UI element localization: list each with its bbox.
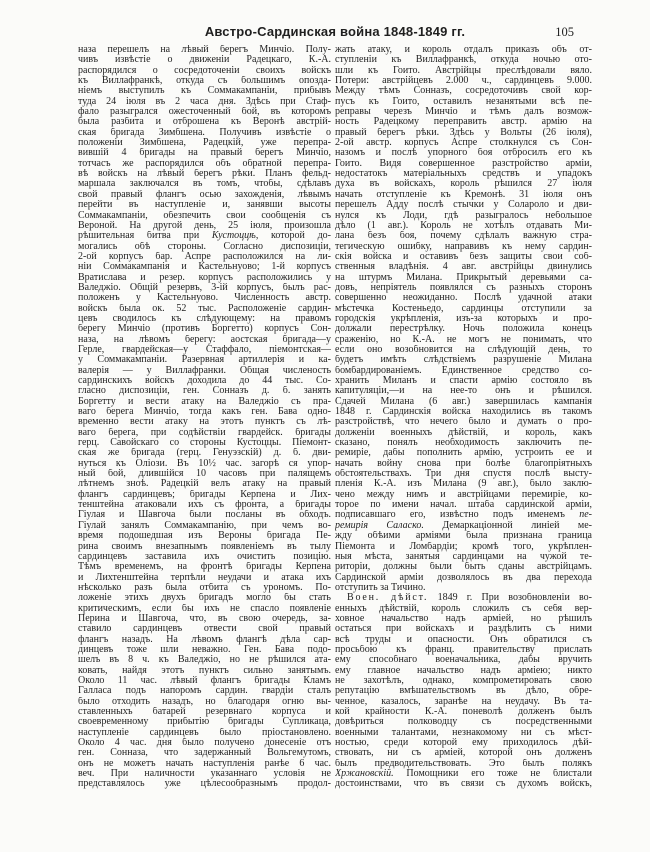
text-line: кой крайности К.-А. поневолѣ долженъ былъ [335,707,592,717]
text-line: ему главное начальство надъ арміею; никто [335,665,592,676]
text-line: Боргетту и вести атаку на Валеджіо съ пра- [78,396,331,407]
text-line: Герле, гвардейская—у Стаффало, піемонтская— [78,344,331,355]
text-line: положенъ у Кастельнуово. Численность австр. [78,293,331,304]
text-line: должали перестрѣлку. Ночь положила конецъ [335,324,592,335]
text-line: ныя мѣста, занятыя сардинцами на чужой те- [335,551,592,562]
text-line: совершенно неожиданно. Послѣ удачной атаки [335,293,592,304]
text-line: сказано, понялъ необходимость заключить пе- [335,438,592,449]
text-line: тегическую ошибку, направивъ къ нему сардин- [335,241,592,252]
text-line: сраженію, но К.-А. не могъ не понимать, что [335,334,592,345]
text-line: ставило сардинцевъ отвести свой правый [78,624,331,635]
text-line: довѣриться полководцу съ посредственными [335,717,592,728]
text-line: остаться при войскахъ и раздѣлить съ ними [335,624,592,635]
text-line: цевъ сводилось къ слѣдующему: на правомъ [78,313,331,324]
text-line: на штурмъ Милана. Прикрытый деревьями са- [335,272,592,283]
text-line: бомбардированіемъ. Единственное средство со- [335,365,592,376]
text-line: ваго берега, при содѣйствіи гвардейск. бригады [78,427,331,438]
text-line: военными талантами, незнакомому ни съ мѣст- [335,727,592,738]
text-line: вившій 4 бригады на правый берегъ Минчіо, [78,148,331,159]
text-line: могались обѣ стороны. Согласно диспозиціи, [78,241,331,252]
text-line: флангъ назадъ. На лѣвомъ флангѣ дѣла сар- [78,634,331,645]
text-line: Валеджіо. Общій резервъ, 3-ій корпусъ, былъ рас- [78,282,331,293]
text-line: временно вести атаку на этотъ пунктъ съ лѣ- [78,417,331,428]
text-line: ность Радецкому переправить австр. армію на [335,117,592,128]
text-line: ковать, найдя этотъ пунктъ сильно занятымъ. [78,665,331,676]
text-line: пленія К.-А. изъ Милана (9 авг.), было заклю- [335,479,592,490]
text-line: былъ предводительствовать. Это былъ полякъ [335,758,592,769]
text-line: торое по имени начал. штаба сардинской арміи, [335,500,592,511]
text-line: начать отступленіе къ Кремонѣ. 31 іюля онъ [335,189,592,200]
text-column-left [78,45,331,790]
text-line: жать атаку, и король отдалъ приказъ объ от- [335,45,592,55]
text-line: и Лихтенштейна терпѣли неудачи и атака ихъ [78,572,331,583]
text-line: критическимъ, если бы ихъ не спасло появленіе [78,603,331,614]
text-line: репутацію вмѣшательствомъ въ дѣло, обре- [335,686,592,697]
text-body [78,45,592,790]
text-line: флангъ сардинцевъ; бригады Керпена и Лих- [78,489,331,500]
text-line: долженіи военныхъ дѣйствій, и король, какъ [335,427,592,438]
text-line: ложеніе этихъ двухъ бригадъ могло бы стать [78,593,331,604]
text-line: Потери: австрійцевъ 2.000 ч., сардинцевъ 9.000. [335,76,592,87]
text-line: назомъ и послѣ упорного боя отбросилъ его къ [335,148,592,159]
text-line: веч. При наличности указаннаго условія не [78,769,331,780]
text-line: чивъ извѣстіе о движеніи Радецкаго, К.-А. [78,55,331,66]
text-line: просьбою къ франц. правительству прислать [335,644,592,655]
text-line: жду обѣими арміями была признана граница [335,531,592,542]
text-line: ская бригада Зимбшена. Получивъ извѣстіе о [78,127,331,138]
text-line: городскія укрѣпленія, изъ-за которыхъ и про- [335,313,592,324]
text-line: Вероной. На другой день, 25 іюля, произошла [78,220,331,231]
text-line: Около 11 час. лѣвый флангъ бригады Кламъ [78,675,331,686]
text-line: ремирія Саласко. Демаркаціонной линіей ме- [335,520,592,531]
text-line: представлялось уже цѣлесообразнымъ продол- [78,779,331,790]
text-line: ченное, казалось, заранѣе на неудачу. Въ та- [335,696,592,707]
page-number: 105 [555,25,574,39]
text-line: наступленіе сардинцевъ было пріостановлено. [78,727,331,738]
text-line: нѣсколько разъ была отбита съ урономъ. По- [78,582,331,593]
text-line: начать войну снова при болѣе благопріятныхъ [335,458,592,469]
text-line: 2-ой австр. корпусъ Аспре столкнулся съ Сон- [335,138,592,149]
text-line: ген. Сонназа, что задержанный Вольгемутомъ, [78,748,331,759]
text-line: свой правый флангъ осью захожденія, лѣвымъ [78,189,331,200]
text-line: время подошедшая изъ Вероны бригада Пе- [78,531,331,542]
text-line: достоинствами, что въ связи съ духомъ войскъ, [335,779,592,790]
text-line: Соммакампаніи, обезпечить свои сообщенія съ [78,210,331,221]
text-line: Около 4 час. дня было получено донесеніе отъ [78,738,331,749]
text-line: лѣтнемъ зноѣ. Радецкій велъ атаку на правый [78,479,331,490]
text-line: Вратислава и резер. корпусъ расположились у [78,272,331,283]
text-line: отступить за Тичино. [335,582,426,593]
text-line: своевременному прибытію бригады Супликаца, [78,717,331,728]
text-line: ствовать, ни съ арміей, которой онъ долженъ [335,748,592,759]
text-line: Гоито. Видя совершенное разстройство арміи, [335,158,592,169]
text-line: тотчасъ же распорядился объ обратной перепра- [78,158,331,169]
text-line: Между тѣмъ Сонназъ, сосредоточивъ свой кор- [335,86,592,97]
text-line: нуться къ Оліози. Въ 10½ час. загорѣ ся упор- [78,458,331,469]
text-line: ская же бригада (герц. Генуэзскій) д. б. дви- [78,448,331,459]
text-line: риторіи, должны были быть сданы австрійцамъ. [335,562,592,573]
text-line: гласно диспозиціи, ген. Сонназъ д. б. занять [78,386,331,397]
text-line: герц. Савойскаго со стороны Кустоццы. Піемонт- [78,438,331,449]
text-line: туда 24 іюля въ 2 часа дня. Здѣсь при Стаф- [78,96,331,107]
text-line: валерія — у Виллафранки. Общая численость [78,365,331,376]
text-line: духа въ войскахъ, король рѣшился 27 іюля [335,179,592,190]
text-line: 2-ой корпусъ бар. Аспре расположился на ли- [78,251,331,262]
text-line: Сардинской арміи дозволялось въ два перехода [335,572,592,583]
text-line: реправы черезъ Минчіо и тѣмъ далъ возмож- [335,107,592,118]
text-line: ніемъ выступилъ къ Соммакампаніи, прибывъ [78,86,331,97]
text-column-right [335,45,592,790]
text-line: Сдачей Милана (6 авг.) завершилась кампанія [335,396,592,407]
text-line: динцевъ тоже шли неважно. Ген. Бава подо- [78,644,331,655]
text-line: у Соммакампаніи. Разервная артиллерія и ка- [78,355,331,366]
text-line: ностью, среди которой ему приходилось дѣй- [335,738,592,749]
page-title: Австро-Сардинская война 1848-1849 гг. [204,24,466,39]
text-line: Гіулай занялъ Соммакампанію, при чемъ во- [78,520,331,531]
text-line: дѣло (1 авг.). Король не хотѣлъ отдавать Ми- [335,220,592,231]
text-line: мѣстечка Костеньедо, сардинцы отступили за [335,303,592,314]
text-line: тенштейна атаковали ихъ съ фронта, а бригады [78,500,331,511]
text-line: ему способнаго военачальника, дабы вручить [335,655,592,666]
text-line: разстройствѣ, что нечего было и думать о про- [335,417,592,428]
text-line: фало разыгрался ожесточенный бой, въ которомъ [78,107,331,118]
text-line: не захотѣлъ, однако, компрометировать свою [335,675,592,686]
text-line: распорядился о сосредоточеніи своихъ войскъ [78,65,331,76]
text-line: обстоятельствахъ. Три дня спустя послѣ высту- [335,469,592,480]
text-line: нулся къ Лоди, гдѣ разыгралось небольшое [335,210,592,221]
text-line: рина своимъ внезапнымъ появленіемъ въ тылу [78,541,331,552]
text-line: войскъ была ок. 52 тыс. Расположеніе сардин- [78,303,331,314]
text-line: ный бой, длившійся 10 часовъ при палящемъ [78,469,331,480]
text-line: шли къ Гоито. Австрійцы преслѣдовали вяло. [335,65,592,76]
text-line: ваго берега Минчіо, тогда какъ ген. Бава одно- [78,407,331,418]
text-line: берегу Минчіо (противъ Боргетто) корпусъ Сон- [78,324,331,335]
text-line: скія войска и оставивъ безъ защиты свои соб- [335,251,592,262]
text-line: вѣ войскъ на лѣвый берегъ рѣки. Планъ фельд- [78,169,331,180]
text-line: капитуляціи,—и на нее-то онъ и рѣшился. [335,386,592,397]
text-line: всѣ труды и опасности. Онъ обратился съ [335,634,592,645]
text-line: перешелъ Адду послѣ стычки у Солароло и дви- [335,200,592,211]
text-line: ніи Соммакампанія и Кастельнуово; 1-й корпусъ [78,262,331,273]
text-line: было отходить назадъ, но благодаря огню вы- [78,696,331,707]
text-line: Воен. дѣйст. 1849 г. При возобновленіи во- [347,593,592,604]
text-line: будетъ имѣть слѣдствіемъ разрушеніе Милана [335,355,592,366]
text-line: ховное начальство надъ арміей, но рѣшилъ [335,613,592,624]
text-line: лана безъ боя, почему сдѣлалъ важную стра- [335,231,592,242]
text-line: довъ, непріятель появлялся съ разныхъ сторонъ [335,282,592,293]
text-line: онъ не можетъ начать наступленія ранѣе 6 час. [78,758,331,769]
text-line: ремиріе, дабы пополнить армію, устроить ее и [335,448,592,459]
text-line: положеніи Зимбшена, Радецкій, уже перепра- [78,138,331,149]
text-line: Гіулая и Шавгоча были посланы въ обходъ. [78,510,331,521]
page-header [78,24,592,40]
text-line: чено между нимъ и австрійцами перемиріе, ко- [335,489,592,500]
text-line: наза перешелъ на лѣвый берегъ Минчіо. Полу- [78,45,331,55]
text-line: Галласа подъ напоромъ сардин. гвардіи сталъ [78,686,331,697]
text-line: шелъ въ 8 ч. къ Валеджіо, но не рѣшился ата- [78,655,331,666]
text-line: сардинскихъ войскъ доходила до 44 тыс. Со- [78,376,331,386]
text-line: Хржановскій. Помощники его тоже не блистали [335,769,592,780]
text-line: сардинцевъ заставила ихъ очистить позицію. [78,551,331,562]
text-line: была разбита и отброшена къ Веронѣ австрій- [78,117,331,128]
text-line: 1848 г. Сардинскія войска находились въ такомъ [335,407,592,418]
text-line: недостатокъ матеріальныхъ средствъ и упадокъ [335,169,592,180]
text-line: къ Виллафранкѣ, откуда съ большимъ опозда- [78,76,331,87]
text-line: Тѣмъ временемъ, на фронтѣ бригады Керпена [78,562,331,573]
text-line: наза, на лѣвомъ берегу: аостская бригада—у [78,334,331,345]
text-line: рѣшительная битва при Кустоццѣ, которой до- [78,231,331,242]
text-line: перейти въ наступленіе и, занявши высоты [78,200,331,211]
text-line: хранить Миланъ и спасти армію состояло въ [335,376,592,386]
text-line: подписавшаго его, извѣстно подъ именемъ пе- [335,510,592,521]
text-line: ступленіи къ Виллафранкѣ, откуда ночью ото- [335,55,592,66]
text-line: правый берегъ рѣки. Здѣсь у Вольты (26 іюля), [335,127,592,138]
text-line: если оно возобновится на слѣдующій день, то [335,344,592,355]
text-line: Перина и Шавгоча, что, въ свою очередь, за- [78,613,331,624]
text-line: пусъ къ Гоито, оставилъ незанятыми всѣ пе- [335,96,592,107]
text-line: маршала заключался въ томъ, чтобы, сдѣлавъ [78,179,331,190]
text-line: Піемонта и Ломбардіи; кромѣ того, укрѣплен- [335,541,592,552]
text-line: ставленныхъ батарей резервнаго корпуса и [78,707,331,717]
text-line: енныхъ дѣйствій, король сложилъ съ себя вер- [335,603,592,614]
text-line: ственныя владѣнія. 4 авг. австрійцы двинулись [335,262,592,273]
